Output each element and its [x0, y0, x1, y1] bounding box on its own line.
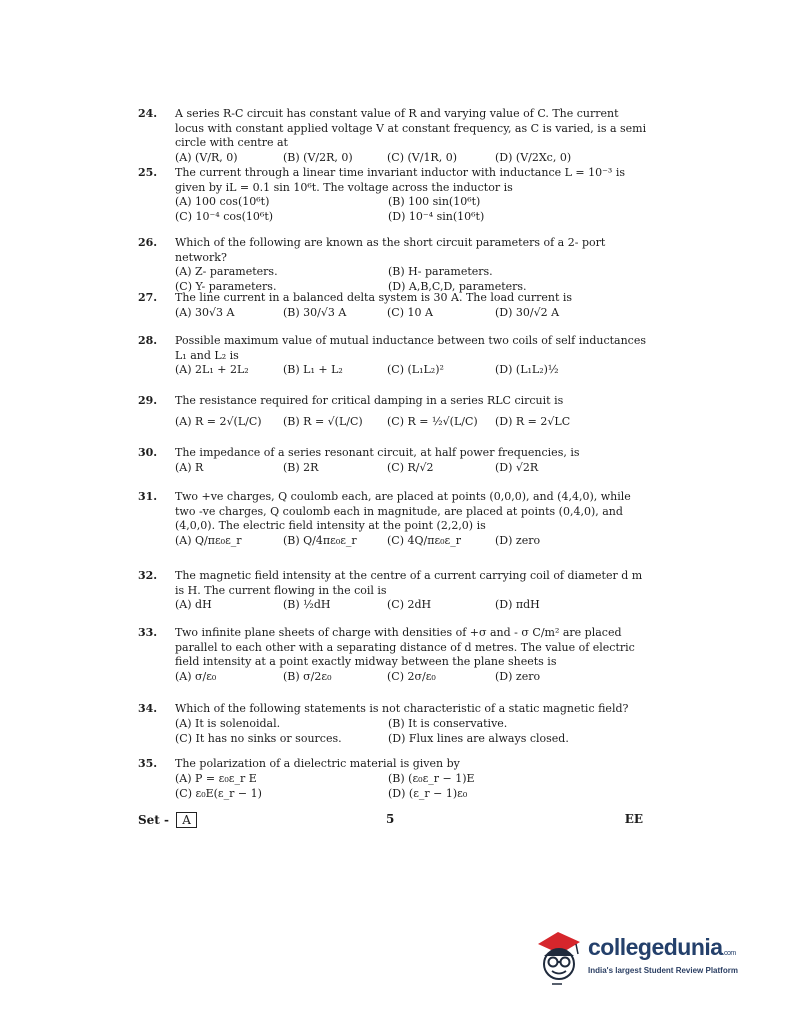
option-b: (B) L₁ + L₂ — [283, 363, 343, 376]
option-c: (C) Y- parameters. — [175, 280, 277, 293]
question-28 — [138, 334, 650, 382]
option-c: (C) 2dH — [387, 598, 432, 611]
option-b: (B) 100 sin(10⁶t) — [388, 195, 481, 208]
option-d: (D) zero — [495, 669, 541, 683]
option-b: (B) (ε₀ε_r − 1)E — [388, 771, 475, 785]
option-b: (B) (V/2R, 0) — [283, 150, 353, 164]
option-c: (C) 2σ/ε₀ — [387, 669, 436, 683]
question-number: 32. — [138, 569, 158, 582]
option-d: (D) 10⁻⁴ sin(10⁶t) — [388, 210, 485, 223]
option-d: (D) zero — [495, 533, 541, 547]
set-value-box: A — [176, 812, 197, 828]
option-d: (D) √2R — [495, 460, 539, 474]
question-text: Possible maximum value of mutual inductance between two coils of self inductances L₁ and L₂ is — [175, 334, 646, 362]
question-text: The impedance of a series resonant circuit, at half power frequencies, is — [175, 446, 580, 459]
question-27 — [138, 291, 650, 321]
question-30 — [138, 446, 650, 480]
option-d: (D) R = 2√LC — [495, 414, 571, 428]
options-row — [175, 461, 650, 480]
brand-domain: .com — [722, 950, 736, 957]
question-number: 33. — [138, 626, 158, 639]
option-c: (C) (V/1R, 0) — [387, 150, 458, 164]
option-d: (D) (V/2Xc, 0) — [495, 150, 572, 164]
option-a: (A) Q/πε₀ε_r — [175, 533, 242, 547]
option-d: (D) 30/√2 A — [495, 305, 560, 319]
question-31 — [138, 490, 650, 553]
option-c: (C) 10 A — [387, 305, 433, 319]
options-row — [175, 363, 650, 382]
page-number: 5 — [386, 812, 395, 826]
options-row — [175, 306, 650, 321]
options-row — [175, 732, 650, 747]
page-footer — [138, 812, 643, 830]
question-number: 26. — [138, 236, 158, 249]
option-a: (A) σ/ε₀ — [175, 669, 217, 683]
options-row — [175, 534, 650, 553]
option-d: (D) A,B,C,D, parameters. — [388, 280, 527, 293]
brand-name: collegedunia.com — [588, 934, 736, 960]
question-number: 27. — [138, 291, 158, 304]
subject-code: EE — [624, 812, 643, 826]
question-33 — [138, 626, 650, 689]
question-text: The current through a linear time invariant inductor with inductance L = 10⁻³ is given by iL = 0.1 sin 10⁶t. The voltage across the inductor is — [175, 166, 626, 194]
option-c: (C) It has no sinks or sources. — [175, 731, 342, 745]
question-number: 35. — [138, 757, 158, 770]
option-b: (B) 30/√3 A — [283, 305, 347, 319]
option-c: (C) 4Q/πε₀ε_r — [387, 533, 462, 547]
option-d: (D) πdH — [495, 598, 540, 611]
question-number: 30. — [138, 446, 158, 459]
question-text: A series R-C circuit has constant value of R and varying value of C. The current locus with constant applied voltage V at constant frequency, as C is varied, is a semi circle with centre at — [175, 107, 647, 149]
question-24 — [138, 107, 650, 170]
question-35 — [138, 757, 650, 802]
option-c: (C) 10⁻⁴ cos(10⁶t) — [175, 210, 274, 223]
option-c: (C) R = ½√(L/C) — [387, 414, 478, 428]
option-a: (A) 30√3 A — [175, 305, 235, 319]
question-text: The magnetic field intensity at the centre of a current carrying coil of diameter d m is H. The current flowing in the coil is — [175, 569, 643, 597]
question-text: The line current in a balanced delta system is 30 A. The load current is — [175, 291, 573, 304]
question-29 — [138, 394, 650, 434]
question-32 — [138, 569, 650, 613]
options-row — [175, 772, 650, 787]
options-row — [175, 210, 650, 225]
brand-tagline: India's largest Student Review Platform — [588, 966, 738, 975]
options-row — [175, 195, 650, 210]
question-text: Two +ve charges, Q coulomb each, are placed at points (0,0,0), and (4,4,0), while two -ve charges, Q coulomb each in magnitude, are placed at points (0,4,0), and (4,0,0). The electric field intensity at the point (2,2,0) is — [175, 490, 631, 532]
option-d: (D) (ε_r − 1)ε₀ — [388, 786, 468, 800]
option-a: (A) (V/R, 0) — [175, 150, 238, 164]
option-c: (C) ε₀E(ε_r − 1) — [175, 786, 262, 800]
option-c: (C) R/√2 — [387, 460, 434, 474]
option-c: (C) (L₁L₂)² — [387, 363, 444, 376]
question-text: The polarization of a dielectric material is given by — [175, 757, 460, 770]
question-number: 28. — [138, 334, 158, 347]
options-row — [175, 265, 650, 280]
option-a: (A) It is solenoidal. — [175, 716, 281, 730]
option-a: (A) 2L₁ + 2L₂ — [175, 363, 249, 376]
option-b: (B) R = √(L/C) — [283, 414, 363, 428]
mascot-icon — [532, 928, 586, 990]
question-text: Which of the following statements is not characteristic of a static magnetic field? — [175, 702, 629, 715]
option-a: (A) dH — [175, 598, 212, 611]
option-a: (A) Z- parameters. — [175, 265, 278, 278]
question-34 — [138, 702, 650, 747]
question-number: 24. — [138, 107, 158, 120]
option-b: (B) Q/4πε₀ε_r — [283, 533, 357, 547]
option-d: (D) Flux lines are always closed. — [388, 731, 569, 745]
question-number: 25. — [138, 166, 158, 179]
options-row — [175, 787, 650, 802]
options-row — [175, 717, 650, 732]
option-b: (B) σ/2ε₀ — [283, 669, 332, 683]
question-number: 31. — [138, 490, 158, 503]
set-label: Set - — [138, 813, 170, 827]
question-text: Two infinite plane sheets of charge with densities of +σ and - σ C/m² are placed parallel to each other with a separating distance of d metres. The value of electric field intensity at a point exactly midway between the plane sheets is — [175, 626, 635, 668]
question-text: Which of the following are known as the short circuit parameters of a 2- port network? — [175, 236, 606, 264]
question-text: The resistance required for critical damping in a series RLC circuit is — [175, 394, 564, 407]
options-row — [175, 415, 650, 434]
option-b: (B) H- parameters. — [388, 265, 493, 278]
options-row — [175, 670, 650, 689]
option-b: (B) ½dH — [283, 598, 331, 611]
collegedunia-logo — [532, 928, 757, 990]
question-number: 34. — [138, 702, 158, 715]
option-d: (D) (L₁L₂)½ — [495, 363, 559, 376]
question-number: 29. — [138, 394, 158, 407]
option-a: (A) 100 cos(10⁶t) — [175, 195, 270, 208]
question-26 — [138, 236, 650, 295]
options-row — [175, 598, 650, 613]
option-b: (B) 2R — [283, 460, 319, 474]
option-b: (B) It is conservative. — [388, 716, 508, 730]
option-a: (A) R — [175, 460, 204, 474]
option-a: (A) R = 2√(L/C) — [175, 414, 262, 428]
question-25 — [138, 166, 650, 225]
set-indicator — [138, 812, 197, 828]
option-a: (A) P = ε₀ε_r E — [175, 771, 257, 785]
